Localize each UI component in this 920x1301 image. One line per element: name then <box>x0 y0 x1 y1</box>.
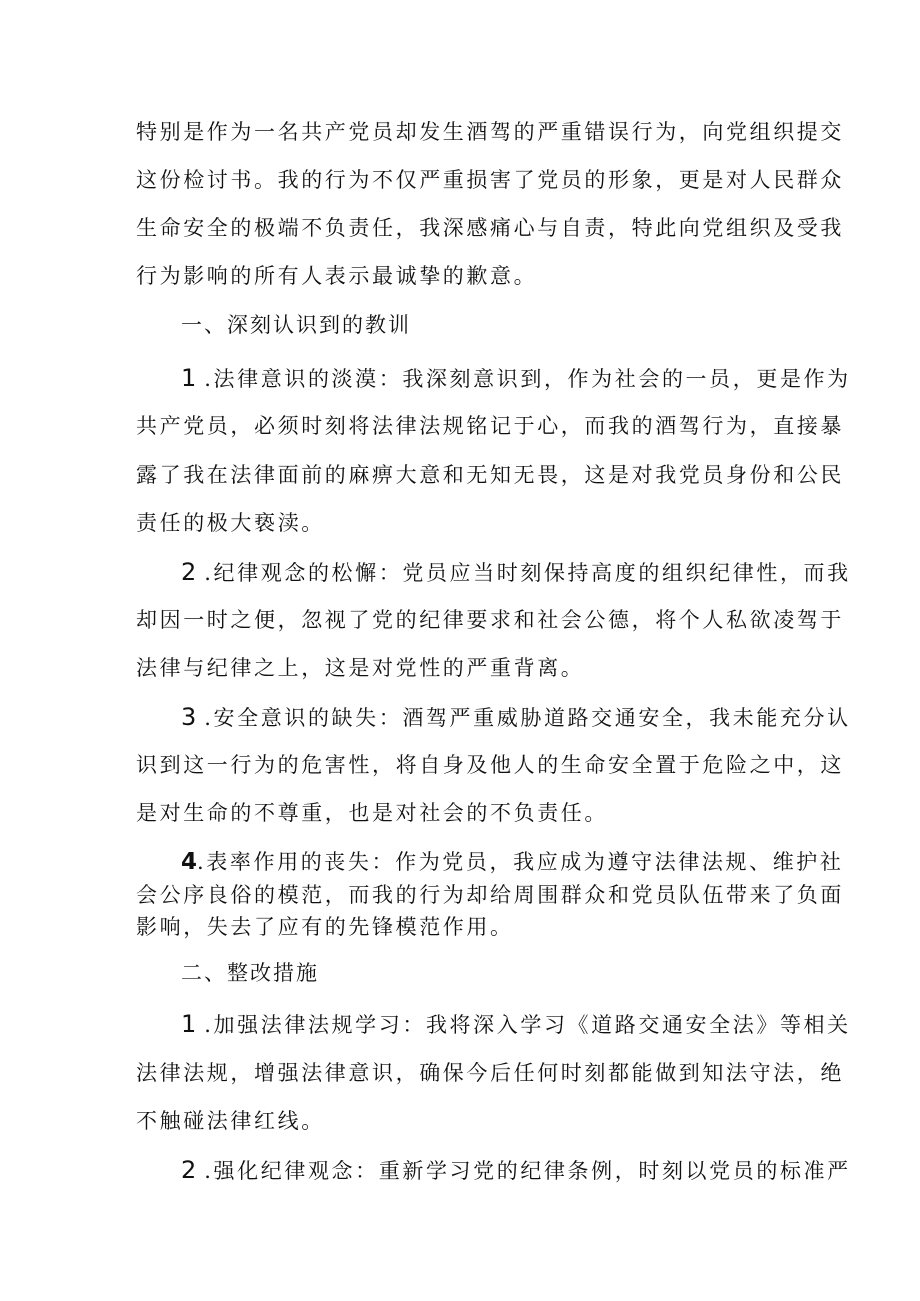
s1-item-4-line-1 <box>181 848 844 876</box>
s1-item-1-number: 1 <box>181 364 197 392</box>
s2-item-1-text: .加强法律法规学习：我将深入学习《道路交通安全法》等相关 <box>204 1013 851 1037</box>
section-2-heading: 二、整改措施 <box>181 961 319 985</box>
s1-item-3-text: .安全意识的缺失：酒驾严重威胁道路交通安全，我未能充分认 <box>204 706 851 730</box>
s2-item-2-number: 2 <box>181 1156 197 1184</box>
s1-item-3-line-3: 是对生命的不尊重，也是对社会的不负责任。 <box>136 801 608 825</box>
s1-item-1-line-2: 共产党员，必须时刻将法律法规铭记于心，而我的酒驾行为，直接暴 <box>136 414 844 438</box>
s1-item-4-line-3: 影响，失去了应有的先锋模范作用。 <box>136 915 514 939</box>
s1-item-2-line-1 <box>181 558 851 587</box>
intro-line-2: 这份检讨书。我的行为不仅严重损害了党员的形象，更是对人民群众 <box>136 168 844 192</box>
s1-item-4-number: 4 <box>181 849 198 875</box>
s1-item-1-line-4: 责任的极大亵渎。 <box>136 511 325 535</box>
s1-item-2-text: .纪律观念的松懈：党员应当时刻保持高度的组织纪律性，而我 <box>204 561 851 585</box>
s1-item-2-number: 2 <box>181 558 197 586</box>
s2-item-1-line-2: 法律法规，增强法律意识，确保今后任何时刻都能做到知法守法，绝 <box>136 1061 844 1085</box>
s2-item-1-number: 1 <box>181 1010 197 1038</box>
intro-line-1: 特别是作为一名共产党员却发生酒驾的严重错误行为，向党组织提交 <box>136 120 844 144</box>
s1-item-1-text: .法律意识的淡漠：我深刻意识到，作为社会的一员，更是作为 <box>204 367 851 391</box>
s1-item-4-line-2: 会公序良俗的模范，而我的行为却给周围群众和党员队伍带来了负面 <box>136 883 844 907</box>
intro-line-3: 生命安全的极端不负责任，我深感痛心与自责，特此向党组织及受我 <box>136 216 844 240</box>
section-1-heading: 一、深刻认识到的教训 <box>181 313 411 337</box>
s1-item-2-line-2: 却因一时之便，忽视了党的纪律要求和社会公德，将个人私欲凌驾于 <box>136 608 844 632</box>
s2-item-1-line-1 <box>181 1010 851 1039</box>
s1-item-3-line-1 <box>181 703 851 732</box>
s1-item-4-text: .表率作用的丧失：作为党员，我应成为遵守法律法规、维护社 <box>197 850 844 874</box>
intro-line-4: 行为影响的所有人表示最诚挚的歉意。 <box>136 264 538 288</box>
s2-item-2-text: .强化纪律观念：重新学习党的纪律条例，时刻以党员的标准严 <box>204 1159 851 1183</box>
s2-item-1-line-3: 不触碰法律红线。 <box>136 1109 325 1133</box>
s1-item-1-line-1 <box>181 364 851 393</box>
s1-item-3-line-2: 识到这一行为的危害性，将自身及他人的生命安全置于危险之中，这 <box>136 753 844 777</box>
s1-item-2-line-3: 法律与纪律之上，这是对党性的严重背离。 <box>136 656 585 680</box>
s1-item-3-number: 3 <box>181 703 197 731</box>
s1-item-1-line-3: 露了我在法律面前的麻痹大意和无知无畏，这是对我党员身份和公民 <box>136 463 844 487</box>
s2-item-2-line-1 <box>181 1156 851 1185</box>
